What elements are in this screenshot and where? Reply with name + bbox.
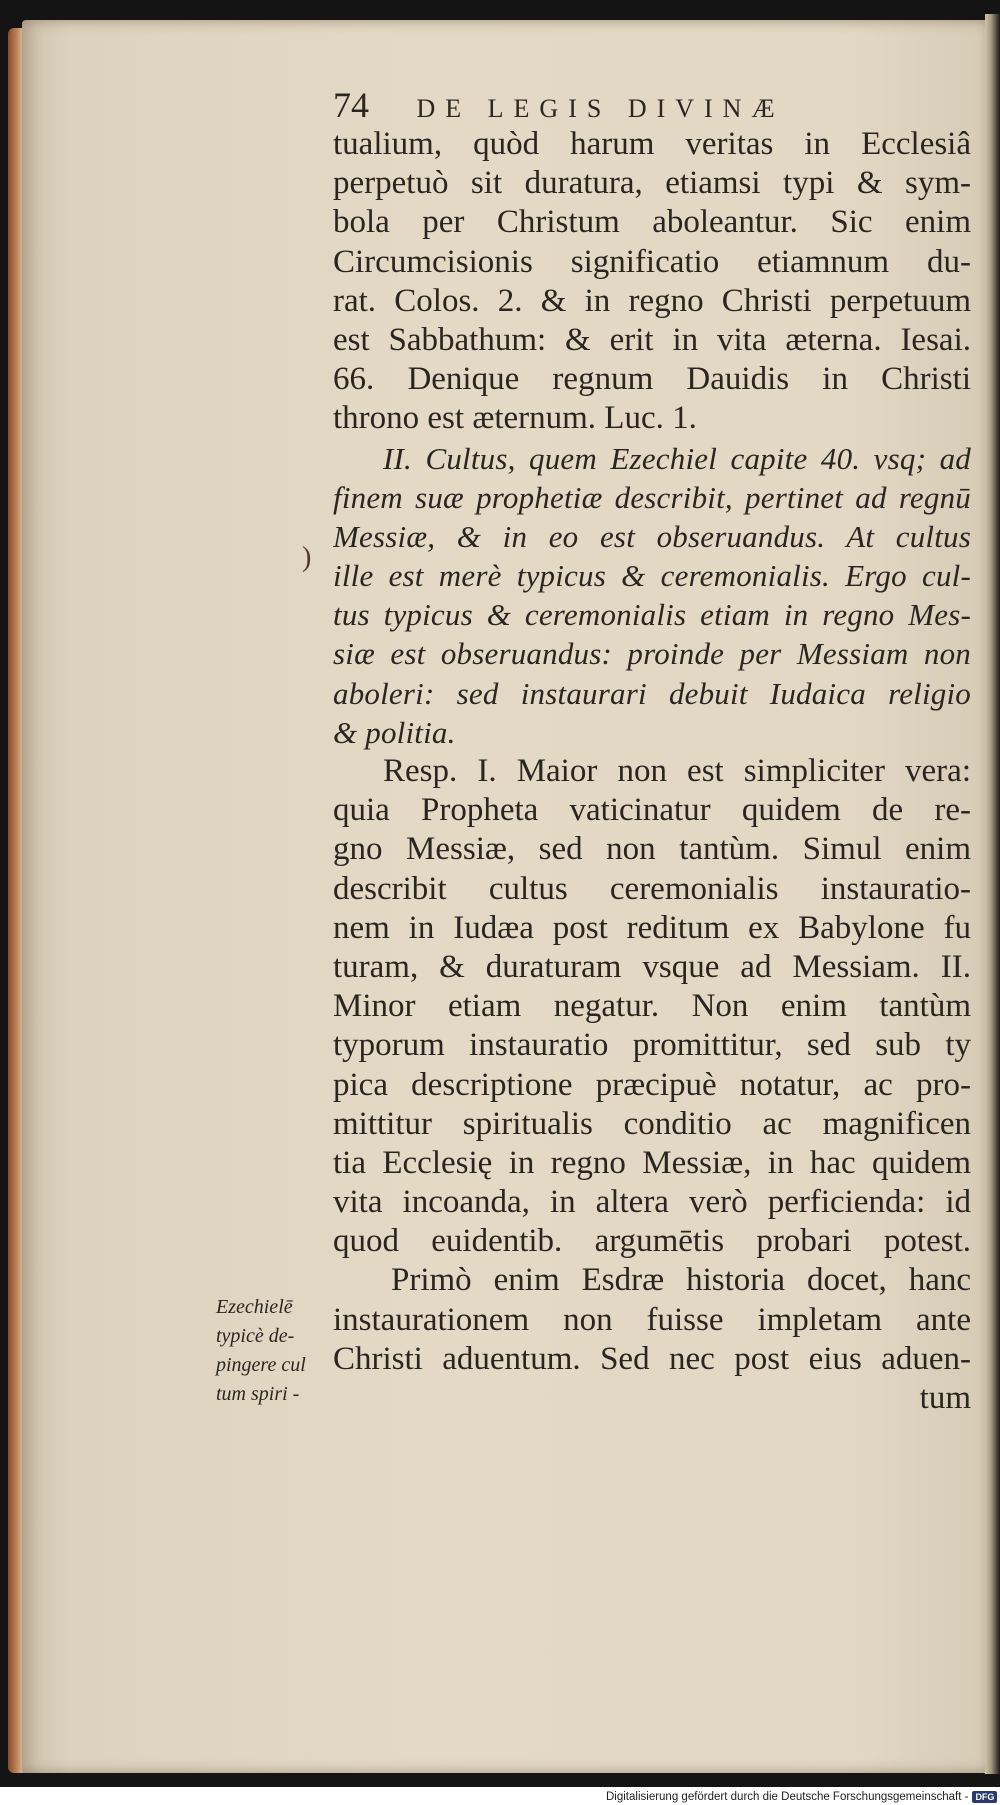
running-head bbox=[333, 84, 853, 126]
page-right-edge bbox=[985, 14, 1000, 1774]
text-line-italic: Messiæ, & in eo est obseruandus. At cultus bbox=[333, 518, 971, 554]
text-line: pica descriptione præcipuè notatur, ac pro- bbox=[333, 1066, 971, 1103]
text-line: bola per Christum aboleantur. Sic enim bbox=[333, 204, 971, 241]
text-line-italic: siæ est obseruandus: proinde per Messiam non bbox=[333, 636, 971, 672]
text-line-italic: finem suæ prophetiæ describit, pertinet ad regnū bbox=[333, 479, 971, 515]
text-line: perpetuò sit duratura, etiamsi typi & sym- bbox=[333, 165, 971, 202]
text-line-italic: aboleri: sed instaurari debuit Iudaica religio bbox=[333, 675, 971, 711]
text-line: Minor etiam negatur. Non enim tantùm bbox=[333, 988, 971, 1025]
margin-note-line: pingere cul bbox=[216, 1354, 306, 1376]
text-line: est Sabbathum: & erit in vita æterna. Iesai. bbox=[333, 321, 971, 358]
body-text bbox=[333, 125, 971, 1418]
text-line: Christi aduentum. Sed nec post eius aduen- bbox=[333, 1340, 971, 1377]
text-line: describit cultus ceremonialis instauratio- bbox=[333, 870, 971, 907]
text-line-italic: II. Cultus, quem Ezechiel capite 40. vsq; ad bbox=[383, 440, 971, 476]
running-head-title: DE LEGIS DIVINÆ bbox=[416, 94, 785, 123]
text-line-italic: ille est merè typicus & ceremonialis. Ergo cul- bbox=[333, 558, 971, 594]
text-line: vita incoanda, in altera verò perficienda: id bbox=[333, 1184, 971, 1221]
text-line: quod euidentib. argumētis probari potest. bbox=[333, 1223, 971, 1260]
text-line: instaurationem non fuisse impletam ante bbox=[333, 1301, 971, 1338]
text-line: tia Ecclesię in regno Messiæ, in hac quidem bbox=[333, 1144, 971, 1181]
text-line: 66. Denique regnum Dauidis in Christi bbox=[333, 361, 971, 398]
text-line: nem in Iudæa post reditum ex Babylone fu bbox=[333, 909, 971, 946]
text-line: typorum instauratio promittitur, sed sub ty bbox=[333, 1027, 971, 1064]
text-line: Resp. I. Maior non est simpliciter vera: bbox=[383, 753, 971, 789]
margin-note-line: Ezechielē bbox=[216, 1296, 293, 1318]
footer-text: Digitalisierung gefördert durch die Deutsche Forschungsgemeinschaft - bbox=[606, 1791, 969, 1803]
text-line: mittitur spiritualis conditio ac magnificen bbox=[333, 1105, 971, 1142]
margin-note bbox=[216, 1293, 346, 1409]
page-number: 74 bbox=[333, 85, 369, 125]
text-line-italic: & politia. bbox=[333, 714, 456, 750]
text-line-italic: tus typicus & ceremonialis etiam in regno Mes- bbox=[333, 597, 971, 633]
digitization-footer bbox=[606, 1789, 997, 1805]
text-line: turam, & duraturam vsque ad Messiam. II. bbox=[333, 948, 971, 985]
margin-note-line: tum spiri - bbox=[216, 1383, 300, 1405]
margin-bracket-mark: ) bbox=[302, 542, 312, 573]
text-line: Circumcisionis significatio etiamnum du- bbox=[333, 243, 971, 280]
text-line: throno est æternum. Luc. 1. bbox=[333, 400, 697, 437]
text-line: rat. Colos. 2. & in regno Christi perpetuum bbox=[333, 282, 971, 319]
text-line: Primò enim Esdræ historia docet, hanc bbox=[391, 1262, 971, 1299]
text-line: gno Messiæ, sed non tantùm. Simul enim bbox=[333, 831, 971, 868]
margin-note-line: typicè de- bbox=[216, 1325, 295, 1347]
text-line: quia Propheta vaticinatur quidem de re- bbox=[333, 792, 971, 829]
text-line: tualium, quòd harum veritas in Ecclesiâ bbox=[333, 126, 971, 162]
dfg-logo: DFG bbox=[972, 1791, 997, 1803]
catchword: tum bbox=[919, 1380, 971, 1416]
